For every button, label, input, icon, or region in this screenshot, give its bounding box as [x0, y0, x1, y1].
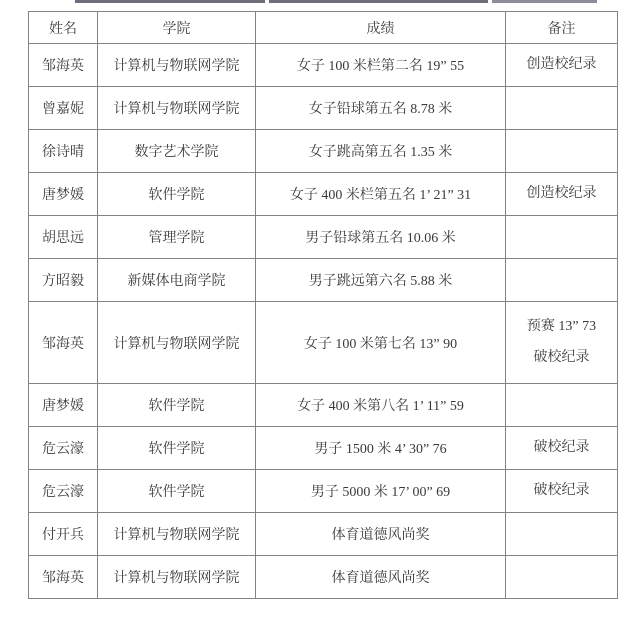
cell-name: 危云濠 — [29, 470, 98, 513]
header-result: 成绩 — [256, 12, 506, 44]
cell-college: 计算机与物联网学院 — [98, 44, 256, 87]
cell-college: 数字艺术学院 — [98, 130, 256, 173]
header-name: 姓名 — [29, 12, 98, 44]
remark-line-1: 预赛 13” 73 — [526, 319, 597, 335]
cell-college: 软件学院 — [98, 427, 256, 470]
remark-line-1: 破校纪录 — [533, 482, 590, 498]
cell-result: 女子 400 米栏第五名 1’ 21” 31 — [256, 173, 506, 216]
header-college: 学院 — [98, 12, 256, 44]
cell-remark — [506, 87, 618, 130]
cell-name: 邹海英 — [29, 44, 98, 87]
header-remark: 备注 — [506, 12, 618, 44]
cell-result: 女子铅球第五名 8.78 米 — [256, 87, 506, 130]
cell-name: 危云濠 — [29, 427, 98, 470]
cutoff-row-border-left — [75, 0, 265, 3]
cell-result: 体育道德风尚奖 — [256, 556, 506, 599]
cell-remark — [506, 216, 618, 259]
cell-remark — [506, 513, 618, 556]
cell-name: 曾嘉妮 — [29, 87, 98, 130]
cell-college: 计算机与物联网学院 — [98, 87, 256, 130]
table-row — [29, 130, 618, 173]
table-row — [29, 173, 618, 216]
cell-name: 唐梦媛 — [29, 384, 98, 427]
table-row — [29, 87, 618, 130]
sports-results-table — [28, 11, 618, 599]
cell-remark — [506, 302, 618, 384]
cell-college: 计算机与物联网学院 — [98, 513, 256, 556]
cell-result: 女子 100 米栏第二名 19” 55 — [256, 44, 506, 87]
cell-result: 男子铅球第五名 10.06 米 — [256, 216, 506, 259]
table-row — [29, 556, 618, 599]
cell-college: 软件学院 — [98, 173, 256, 216]
remark-line-2: 破校纪录 — [533, 349, 590, 365]
cell-remark — [506, 130, 618, 173]
cell-remark — [506, 259, 618, 302]
cell-remark — [506, 384, 618, 427]
cell-college: 软件学院 — [98, 384, 256, 427]
cell-result: 女子 100 米第七名 13” 90 — [256, 302, 506, 384]
cell-name: 付开兵 — [29, 513, 98, 556]
cell-remark — [506, 173, 618, 216]
cell-college: 计算机与物联网学院 — [98, 302, 256, 384]
cell-result: 女子跳高第五名 1.35 米 — [256, 130, 506, 173]
cell-result: 体育道德风尚奖 — [256, 513, 506, 556]
table-row — [29, 384, 618, 427]
cell-result: 男子 1500 米 4’ 30” 76 — [256, 427, 506, 470]
table-row — [29, 427, 618, 470]
table-header-row — [29, 12, 618, 44]
table-row — [29, 302, 618, 384]
table-row — [29, 470, 618, 513]
table-row — [29, 44, 618, 87]
cell-result: 男子跳远第六名 5.88 米 — [256, 259, 506, 302]
cell-remark — [506, 427, 618, 470]
remark-line-1: 创造校纪录 — [526, 56, 597, 72]
cutoff-row-border-middle — [269, 0, 488, 3]
cell-college: 计算机与物联网学院 — [98, 556, 256, 599]
cell-college: 新媒体电商学院 — [98, 259, 256, 302]
cell-result: 男子 5000 米 17’ 00” 69 — [256, 470, 506, 513]
cell-name: 徐诗晴 — [29, 130, 98, 173]
cell-result: 女子 400 米第八名 1’ 11” 59 — [256, 384, 506, 427]
cell-name: 胡思远 — [29, 216, 98, 259]
cell-name: 唐梦媛 — [29, 173, 98, 216]
cutoff-row-border-right — [492, 0, 597, 3]
cell-remark — [506, 470, 618, 513]
table-row — [29, 216, 618, 259]
table-row — [29, 513, 618, 556]
cell-name: 邹海英 — [29, 302, 98, 384]
cell-college: 管理学院 — [98, 216, 256, 259]
table-row — [29, 259, 618, 302]
cell-name: 邹海英 — [29, 556, 98, 599]
remark-line-1: 创造校纪录 — [526, 185, 597, 201]
cell-name: 方昭毅 — [29, 259, 98, 302]
cell-college: 软件学院 — [98, 470, 256, 513]
remark-line-1: 破校纪录 — [533, 439, 590, 455]
cell-remark — [506, 44, 618, 87]
cell-remark — [506, 556, 618, 599]
